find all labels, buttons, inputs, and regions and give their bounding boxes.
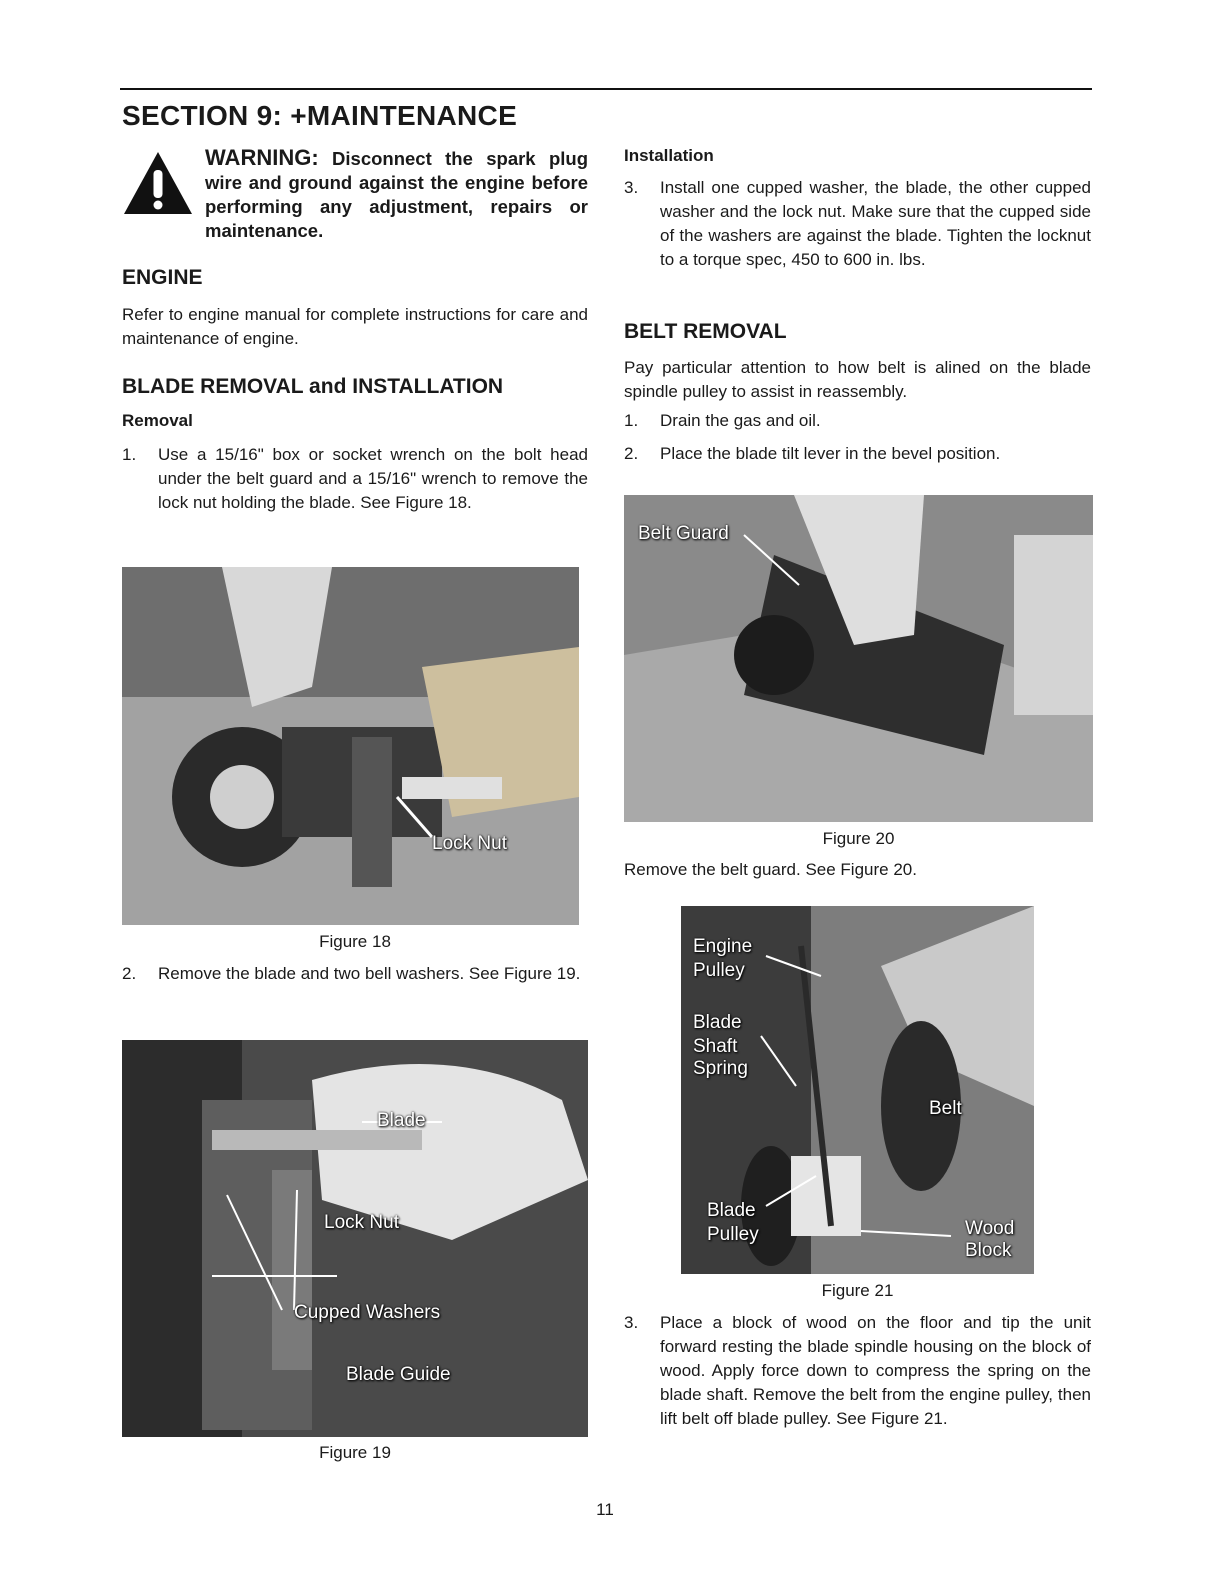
figure-21-caption: Figure 21 (821, 1281, 894, 1300)
figure-21-label-wood: Wood (965, 1218, 1015, 1239)
figure-19-photo (122, 1040, 588, 1437)
installation-step-3 (624, 176, 1091, 296)
step-number: 3. (624, 1313, 639, 1332)
step-text: Use a 15/16" box or socket wrench on the bolt head under the belt guard and a 15/16" wrench to remove the lock nut holding the blade. See Figure 18. (158, 445, 588, 512)
step-text: Install one cupped washer, the blade, the other cupped washer and the lock nut. Make sure that the cupped side of the washers are against the blade. Tighten the locknut to a torque spec, 450 to 600 in. lbs. (660, 178, 1091, 269)
installation-heading: Installation (624, 146, 714, 165)
step-text: Drain the gas and oil. (660, 411, 821, 430)
step-number: 1. (624, 411, 639, 430)
removal-heading: Removal (122, 411, 193, 430)
belt-step-1 (624, 409, 1091, 433)
figure-18-caption: Figure 18 (319, 932, 391, 951)
section-title: SECTION 9: +MAINTENANCE (122, 100, 518, 131)
figure-21-label-pulley: Pulley (693, 960, 745, 981)
figure-19-label-lock-nut: Lock Nut (324, 1212, 399, 1233)
figure-20-photo (624, 495, 1093, 822)
figure-21-label-spring: Spring (693, 1058, 748, 1079)
step-number: 2. (624, 444, 639, 463)
blade-step-2 (122, 962, 588, 1010)
figure-21-photo (681, 906, 1034, 1274)
figure-19-label-cupped-washers: Cupped Washers (294, 1302, 441, 1323)
figure-18-label-lock-nut: Lock Nut (432, 833, 507, 854)
warning-triangle-icon (122, 150, 194, 216)
figure-21-label-block: Block (965, 1240, 1012, 1261)
figure-21-label-blade-2: Blade (707, 1200, 756, 1221)
step-number: 1. (122, 445, 137, 464)
step-text: Place the blade tilt lever in the bevel position. (660, 444, 1001, 463)
warning-block (205, 146, 588, 243)
warning-lead: WARNING: (205, 145, 319, 170)
blade-heading: BLADE REMOVAL and INSTALLATION (122, 375, 504, 398)
step-text: Place a block of wood on the floor and tip the unit forward resting the blade spindle housing on the block of wood. Apply force down to compress the spring on the blade shaft. Remove the belt from the engine pulley, then lift belt off blade pulley. See Figure 21. (660, 1313, 1091, 1428)
belt-step-3 (624, 1311, 1091, 1455)
engine-heading: ENGINE (122, 266, 203, 289)
engine-text: Refer to engine manual for complete instructions for care and maintenance of engine. (122, 305, 588, 348)
blade-step-1 (122, 443, 588, 539)
figure-18-illustration (122, 567, 579, 925)
figure-21-label-engine: Engine (693, 936, 753, 957)
figure-20-label-belt-guard: Belt Guard (638, 523, 729, 544)
step-number: 3. (624, 178, 639, 197)
figure-19-caption: Figure 19 (319, 1443, 391, 1462)
figure-19-label-blade: Blade (377, 1110, 426, 1131)
figure-21-label-belt: Belt (929, 1098, 962, 1119)
step-number: 2. (122, 964, 137, 983)
figure-21-label-pulley-2: Pulley (707, 1224, 759, 1245)
header-rule (120, 88, 1092, 90)
belt-step-2 (624, 442, 1091, 466)
belt-intro: Pay particular attention to how belt is alined on the blade spindle pulley to assist in reassembly. (624, 358, 1091, 401)
figure-19-label-blade-guide: Blade Guide (346, 1364, 451, 1385)
figure-21-label-blade: Blade (693, 1012, 742, 1033)
step-text: Remove the blade and two bell washers. See Figure 19. (158, 964, 581, 983)
figure-20-caption: Figure 20 (822, 829, 895, 848)
figure-18-photo (122, 567, 579, 925)
belt-heading: BELT REMOVAL (624, 320, 787, 343)
warning-text: Disconnect the spark plug wire and ground against the engine before performing any adjustment, repairs or maintenance. (205, 148, 589, 241)
figure-21-label-shaft: Shaft (693, 1036, 738, 1057)
figure-20-text: Remove the belt guard. See Figure 20. (624, 860, 917, 879)
page-number: 11 (596, 1500, 614, 1519)
